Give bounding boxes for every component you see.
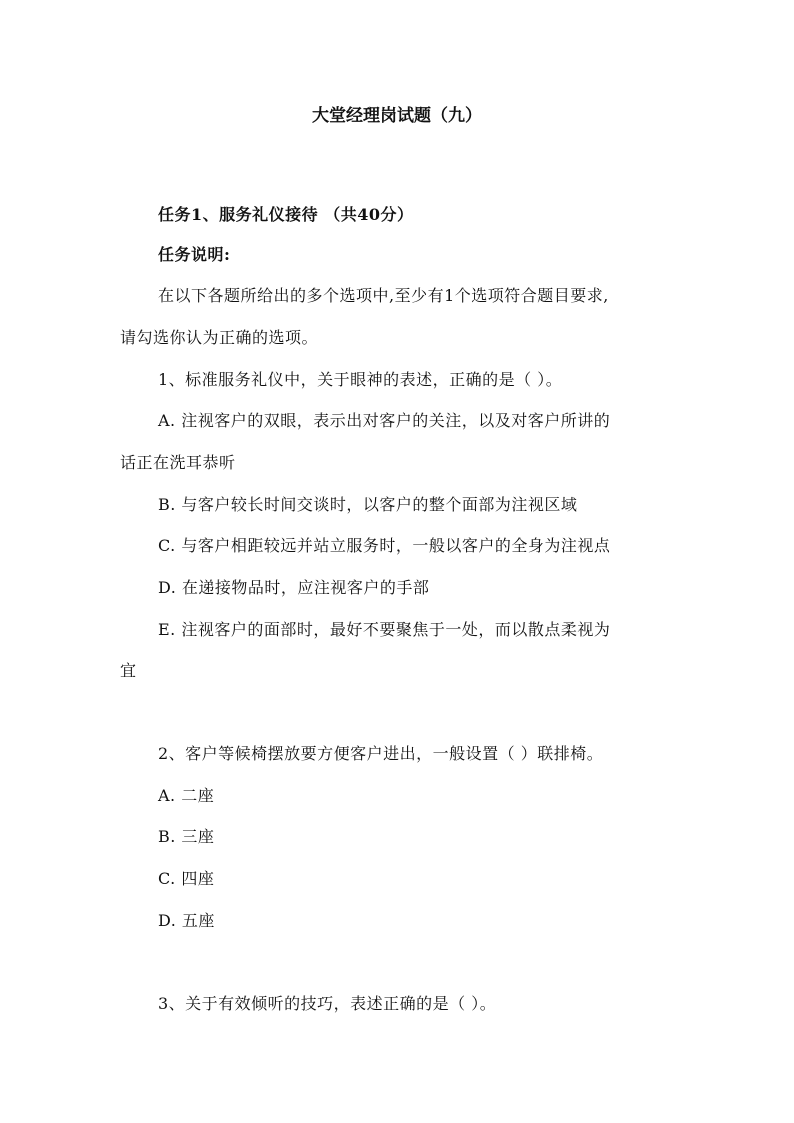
- instruction-text: 在以下各题所给出的多个选项中,至少有1个选项符合题目要求,: [158, 286, 609, 305]
- question-2-option-c: C. 四座: [158, 869, 215, 888]
- question-3-stem: 3、关于有效倾听的技巧，表述正确的是（ ）。: [158, 994, 497, 1013]
- question-2-option-b: B. 三座: [158, 827, 215, 846]
- question-1-option-c: C. 与客户相距较远并站立服务时，一般以客户的全身为注视点: [158, 536, 611, 555]
- question-1-option-d: D. 在递接物品时，应注视客户的手部: [158, 578, 430, 597]
- task-heading: 任务1、服务礼仪接待 （共40分）: [158, 205, 414, 224]
- page-title: 大堂经理岗试题（九）: [312, 106, 482, 126]
- question-2-stem: 2、客户等候椅摆放要方便客户进出，一般设置（ ）联排椅。: [158, 744, 604, 763]
- instruction-text-continued: 请勾选你认为正确的选项。: [120, 328, 319, 347]
- question-1-option-e-continued: 宜: [120, 661, 137, 680]
- question-1-option-a: A. 注视客户的双眼，表示出对客户的关注，以及对客户所讲的: [158, 411, 611, 430]
- question-1-option-a-continued: 话正在洗耳恭听: [120, 453, 236, 472]
- question-2-option-a: A. 二座: [158, 786, 215, 805]
- task-description-label: 任务说明:: [158, 245, 231, 264]
- question-1-option-e: E. 注视客户的面部时，最好不要聚焦于一处，而以散点柔视为: [158, 620, 611, 639]
- question-1-option-b: B. 与客户较长时间交谈时，以客户的整个面部为注视区域: [158, 495, 578, 514]
- question-1-stem: 1、标准服务礼仪中，关于眼神的表述，正确的是（ ）。: [158, 370, 563, 389]
- question-2-option-d: D. 五座: [158, 911, 215, 930]
